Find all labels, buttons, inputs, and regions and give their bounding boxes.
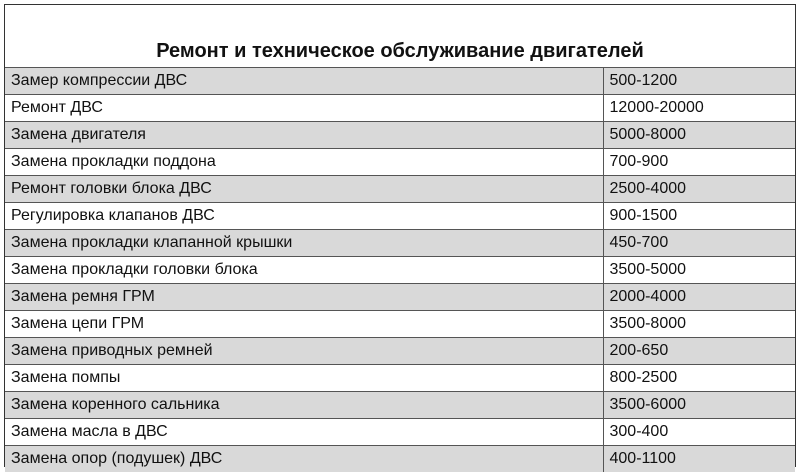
table-row	[5, 338, 795, 365]
price-table-container	[4, 4, 796, 467]
service-cell: Замена двигателя	[5, 122, 603, 149]
price-cell: 800-2500	[603, 365, 795, 392]
price-cell: 2500-4000	[603, 176, 795, 203]
table-row	[5, 176, 795, 203]
table-row	[5, 122, 795, 149]
price-cell: 900-1500	[603, 203, 795, 230]
price-cell: 3500-6000	[603, 392, 795, 419]
service-cell: Замена приводных ремней	[5, 338, 603, 365]
service-cell: Замена прокладки головки блока	[5, 257, 603, 284]
price-cell: 3500-8000	[603, 311, 795, 338]
price-cell: 300-400	[603, 419, 795, 446]
service-cell: Замена масла в ДВС	[5, 419, 603, 446]
table-row	[5, 311, 795, 338]
service-cell: Замена прокладки клапанной крышки	[5, 230, 603, 257]
service-cell: Замена помпы	[5, 365, 603, 392]
table-row	[5, 230, 795, 257]
service-cell: Ремонт головки блока ДВС	[5, 176, 603, 203]
service-cell: Замена опор (подушек) ДВС	[5, 446, 603, 472]
table-title: Ремонт и техническое обслуживание двигателей	[5, 5, 795, 67]
price-cell: 3500-5000	[603, 257, 795, 284]
table-row	[5, 446, 795, 472]
price-cell: 450-700	[603, 230, 795, 257]
table-row	[5, 392, 795, 419]
price-cell: 5000-8000	[603, 122, 795, 149]
price-cell: 400-1100	[603, 446, 795, 472]
service-cell: Замена цепи ГРМ	[5, 311, 603, 338]
service-cell: Ремонт ДВС	[5, 95, 603, 122]
service-cell: Замена ремня ГРМ	[5, 284, 603, 311]
price-cell: 700-900	[603, 149, 795, 176]
table-row	[5, 149, 795, 176]
table-row	[5, 68, 795, 95]
table-row	[5, 203, 795, 230]
service-cell: Замер компрессии ДВС	[5, 68, 603, 95]
table-row	[5, 257, 795, 284]
price-cell: 12000-20000	[603, 95, 795, 122]
table-row	[5, 284, 795, 311]
service-cell: Замена коренного сальника	[5, 392, 603, 419]
price-cell: 200-650	[603, 338, 795, 365]
service-cell: Замена прокладки поддона	[5, 149, 603, 176]
table-row	[5, 95, 795, 122]
table-row	[5, 419, 795, 446]
price-cell: 500-1200	[603, 68, 795, 95]
price-table	[5, 67, 795, 472]
service-cell: Регулировка клапанов ДВС	[5, 203, 603, 230]
price-cell: 2000-4000	[603, 284, 795, 311]
table-row	[5, 365, 795, 392]
